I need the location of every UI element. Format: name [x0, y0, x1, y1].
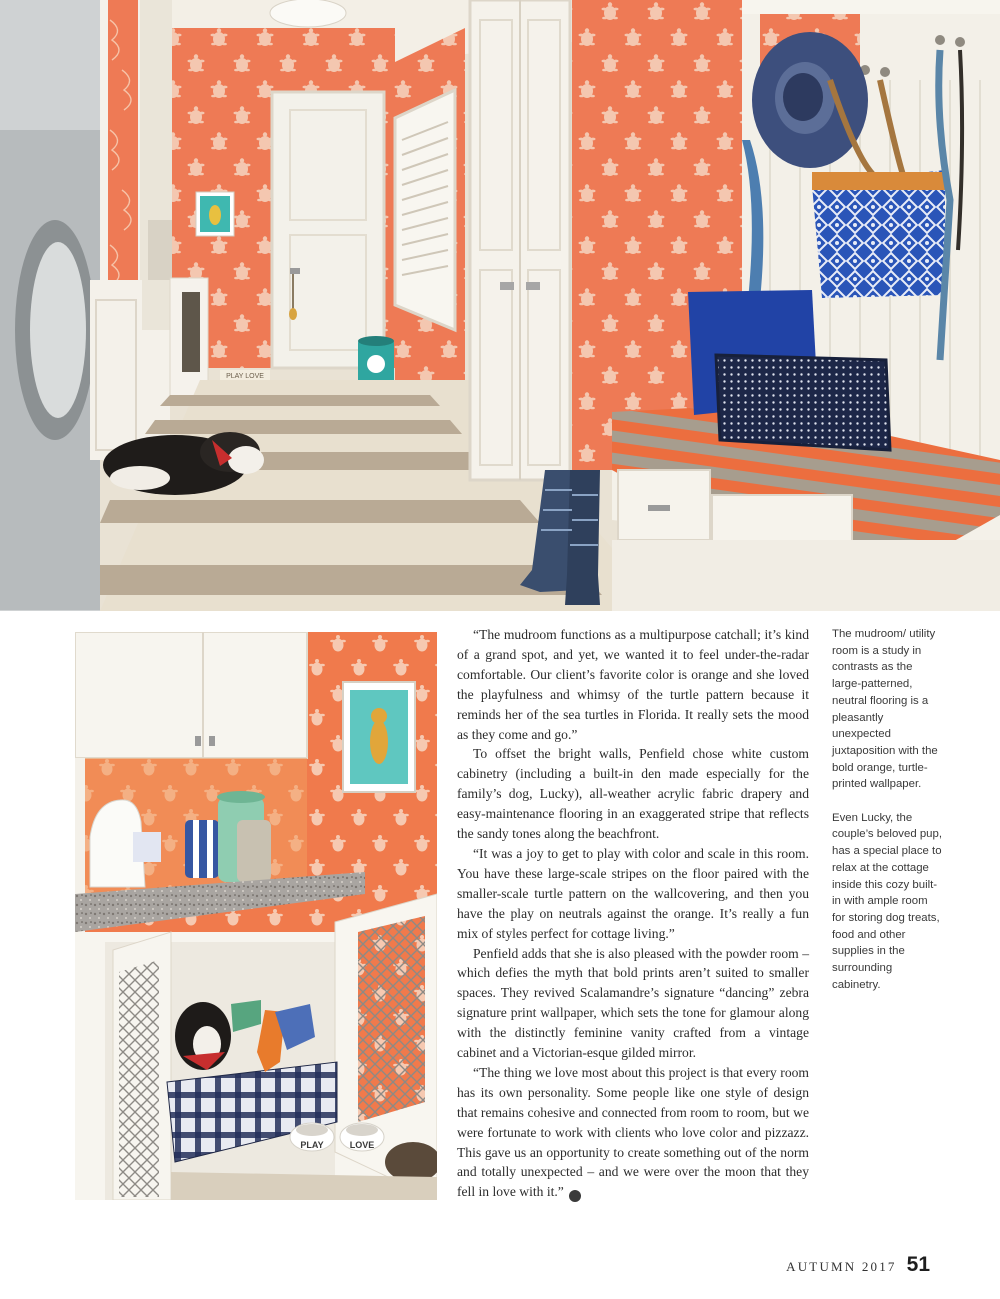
photo-caption	[832, 626, 942, 1010]
mudroom-photo	[0, 0, 1000, 611]
caption-paragraph: Even Lucky, the couple’s beloved pup, has a special place to relax at the cottage inside this cozy built-in with ample room for storing dog treats, food and other supplies in the surrounding cabinetry.	[832, 811, 942, 991]
caption-paragraph: The mudroom/ utility room is a study in contrasts as the large-patterned, neutral flooring is a pleasantly unexpected juxtaposition with the bold orange, turtle-printed wallpaper.	[832, 628, 938, 791]
issue-label: AUTUMN 2017	[786, 1259, 897, 1274]
end-mark-icon: AE	[569, 1190, 581, 1202]
page-number: 51	[906, 1253, 930, 1276]
article-paragraph: Penfield adds that she is also pleased with the powder room – which defies the myth that bold prints aren’t suited to smaller spaces. They revived Scalamandre’s signature “dancing” zebra signature print wallpaper, which sets the tone for glamour along with the distinctly feminine vanity crafted from a vintage cabinet and a Victorian-esque gilded mirror.	[457, 945, 809, 1061]
bowl-left-text: PLAY	[300, 1140, 324, 1150]
page-folio	[786, 1253, 930, 1277]
article-paragraph: “It was a joy to get to play with color and scale in this room. You have these large-scale stripes on the floor paired with the smaller-scale turtle pattern on the wallcovering, and then you have the play on neutrals against the orange. It’s really a fun mix of styles perfect for cottage living.”	[457, 845, 809, 941]
article-body	[457, 625, 809, 1202]
article-paragraph: “The mudroom functions as a multipurpose catchall; it’s kind of a grand spot, and yet, we wanted it to feel under-the-radar comfortable. Our client’s favorite color is orange and she loved the playfulness and whimsy of the turtle pattern because it reminds her of the sea turtles in Florida. It really sets the mood as they come and go.”	[457, 627, 809, 742]
floor-mat-text: PLAY LOVE	[226, 373, 264, 380]
dog-den-photo	[75, 632, 437, 1200]
article-paragraph: To offset the bright walls, Penfield chose white custom cabinetry (including a built-in den made especially for the family’s dog, Lucky), all-weather acrylic fabric drapery and easy-maintenance flooring in an exaggerated stripe that reflects the sandy tones along the beachfront.	[457, 746, 809, 842]
article-paragraph-text: “The thing we love most about this project is that every room has its own personality. Some people like one style of design that remains cohesive and connected from room to room, but we were fortunate to work with clients who love color and pizzazz. This gave us an opportunity to create something out of the norm and totally unexpected – and we were over the moon that they fell in love with it.”	[457, 1064, 809, 1200]
bowl-right-text: LOVE	[349, 1140, 375, 1150]
article-paragraph-last	[457, 1063, 809, 1202]
